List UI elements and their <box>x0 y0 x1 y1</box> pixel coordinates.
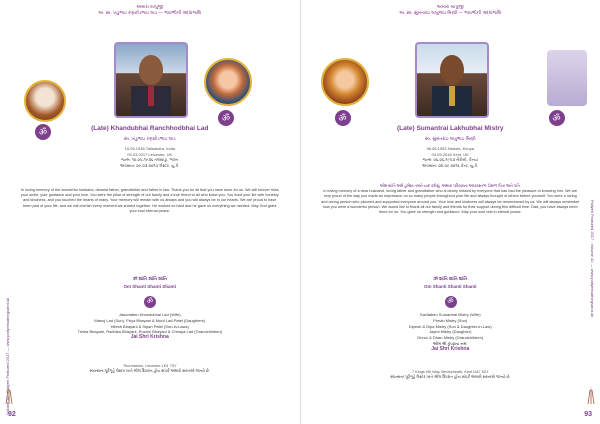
jai-shri-krishna: Jai Shri Krishna <box>431 345 470 352</box>
portrait-photo <box>415 42 489 118</box>
shiva-image <box>204 58 252 106</box>
right-sidebar <box>586 200 598 415</box>
address-line: 7 Kings Hill Way, Bexleyheath, Kent DA7 5ZZ <box>412 370 489 374</box>
left-deceased-name-gujarati: સ્વ. ખંડુભાઇ રણછોડભાઇ લાડ <box>123 136 176 141</box>
family-line: Hitesh Bhayani & Sipan Patel (Son-in-Laws) <box>110 323 189 329</box>
right-birth: 06.06.1953 Nairobi, Kenya <box>426 146 474 151</box>
lord-shiva-image <box>547 50 587 106</box>
left-page-number: 92 <box>8 411 16 418</box>
left-header <box>20 4 280 16</box>
family-line: Savitaben Sumantrai Mistry (Wife) <box>419 312 481 317</box>
family-line-gujarati: ઓમ શ્રી કૃષ્ણાય નમઃ <box>432 340 468 346</box>
left-signature: Om Shanti Shanti Shanti <box>123 284 176 289</box>
left-signature-gujarati: ૐ શાંતિ શાંતિ શાંતિ <box>132 276 167 281</box>
left-death-gujarati: અવસાન: ૦૯-૦૩-૨૦૧૭ લેસ્ટર, યુ.કે. <box>120 162 180 168</box>
om-icon: ॐ <box>35 124 51 140</box>
left-dates <box>10 146 290 168</box>
right-deceased-name: (Late) Sumantrai Lakhubhai Mistry <box>396 125 504 132</box>
family-line: Jaymi Mistry (Daughter) <box>429 329 472 335</box>
address-line: Thurmaston, Leicester LE4 7SY <box>122 364 177 368</box>
portrait-photo <box>114 42 188 118</box>
right-header <box>321 4 581 16</box>
right-header-line-1: અમારા બાપુજી <box>436 4 464 9</box>
right-address <box>321 370 581 380</box>
right-signature: Om Shanti Shanti Shanti <box>423 284 477 289</box>
left-header-line-1: અમારા બાપુજી <box>136 4 164 9</box>
jai-shri-krishna: Jai Shri Krishna <box>130 334 169 341</box>
right-page <box>301 0 600 424</box>
right-tribute-text: In loving memory of a dear husband, loving father and grandfather who is dearly missed by everyone that has had the pleasure of knowing him. We are very proud of the way you made an impression on so many people throughout your life and always thought of others before yourself. You were a loving and caring person who planned and supported everyone around you. Your love and kindness will always be remembered by us. We will always remember how you were a wonderful person. We would like to thank all our family and friends for their support during this difficult time. Dad, you have always been there for us. You gave us strength and guidance. May your soul rest in eternal peace. <box>321 189 580 215</box>
left-sidebar <box>2 200 14 415</box>
family-line: Pravin Mistry (Son) <box>433 317 468 323</box>
portrait-silhouette-icon <box>116 44 186 116</box>
family-line: Dhruv & Dhan Mistry (Grandchildren) <box>417 335 484 341</box>
right-dates <box>311 146 591 168</box>
deity-image <box>321 58 369 106</box>
address-line: સ્વાન્સના પૂર્વગૃહે લેસ્ટર ખાતે શ્રીલ ઉપરાંત હોય સંપર્ક અમારો સરનામો લખ્યો છે. <box>390 375 511 379</box>
left-death: 09.03.2017 Leicester, UK <box>127 151 173 157</box>
right-header-line-2: અ. સ્વ. સુમંતરાઇ લખુભાઇ મિસ્ત્રી — ભાવભીની શ્રદ્ધાંજલિ <box>399 10 502 15</box>
sai-baba-image <box>24 80 66 122</box>
om-icon: ॐ <box>335 110 351 126</box>
family-line: Jasodaben Khandubhai Lad (Wife) <box>118 312 181 317</box>
right-death: 04.09.2016 Kent, UK <box>431 151 469 157</box>
right-tribute <box>321 184 581 215</box>
om-icon: ॐ <box>218 110 234 126</box>
left-birth: 10.05.1936 Talisandra, India <box>124 146 175 151</box>
left-header-line-2: અ. સ્વ. ખંડુભાઇ રણછોડભાઇ લાડ — ભાવભીની શ્રદ્ધાંજલિ <box>98 10 202 15</box>
left-birth-gujarati: જન્મ: ૧૦-૦૫-૧૯૩૬ તલસાંડ્રા, ભારત <box>121 157 179 162</box>
om-icon: ॐ <box>144 296 156 308</box>
family-line: Dipesh & Dipa Mistry (Son & Daughter-in-Law) <box>408 323 492 329</box>
right-birth-gujarati: જન્મ: ૦૬-૦૬-૧૯૫૩ નૈરોબી, કેન્યા <box>422 157 478 162</box>
left-deceased-name: (Late) Khandubhai Ranchhodbhai Lad <box>91 125 209 132</box>
portrait-silhouette-icon <box>417 44 487 116</box>
left-sidebar-text: Volume 42 : Paliyeh Featured 2017 — www.paliyehsathegsarot.uk <box>5 297 10 415</box>
om-icon: ॐ <box>445 296 457 308</box>
left-tribute-text: In loving memory of the wonderful husband, dearest father, grandfather and father in law. Thank you for all that you have done for us. We will forever miss your smile, your guidance and your love. You were the pillar of strength of our family and a true friend to all who knew you. You lived your life with honesty and kindness, and you touched the hearts of many. Your memory will remain with us always and you will always be in our hearts. We are proud to have been part of your life, and we will cherish every moment we shared together. He worked so hard and he gave us everything we needed. May God grant your soul eternal peace. <box>20 188 279 213</box>
right-sidebar-text: Paliyeh Featured 2017 : Volume 42 — www.paliyehsathegsarot.uk <box>590 200 595 318</box>
right-page-number: 93 <box>584 411 592 418</box>
right-photo-row <box>317 60 585 123</box>
right-family-list <box>321 312 581 353</box>
address-line: સ્વાન્સના પૂર્વગૃહે લેસ્ટર ખાતે શ્રીલ ઉપરાંત હોય સંપર્ક અમારો સરનામો લખ્યો છે. <box>89 369 210 373</box>
om-icon: ॐ <box>549 110 565 126</box>
right-tribute-gujarati: ઓમ શાંતિ અમે હંમેશા તમને યાદ કરીશું. અમારા પરિવારના આધારસ્તંભ, પ્રેમાળ પિતા અને પતિ. <box>379 184 521 188</box>
right-signature-gujarati: ૐ શાંતિ શાંતિ શાંતિ <box>433 276 468 281</box>
right-deceased-name-gujarati: સ્વ. સુમંતરાઇ લખુભાઇ મિસ્ત્રી <box>424 136 476 141</box>
right-death-gujarati: અવસાન: ૦૪-૦૯-૨૦૧૬ કેન્ટ, યુ.કે. <box>422 162 479 168</box>
family-line: Manoj Lad (Son), Priya Bhayani & Murti Lad-Patel (Daughters) <box>94 317 206 323</box>
left-family-list <box>20 312 280 341</box>
left-address <box>20 364 280 374</box>
family-line: Trisha Bhayani, Radhika Bhayani, Roshni Bhayani & Chhaya Lad (Grandchildren) <box>77 329 223 335</box>
